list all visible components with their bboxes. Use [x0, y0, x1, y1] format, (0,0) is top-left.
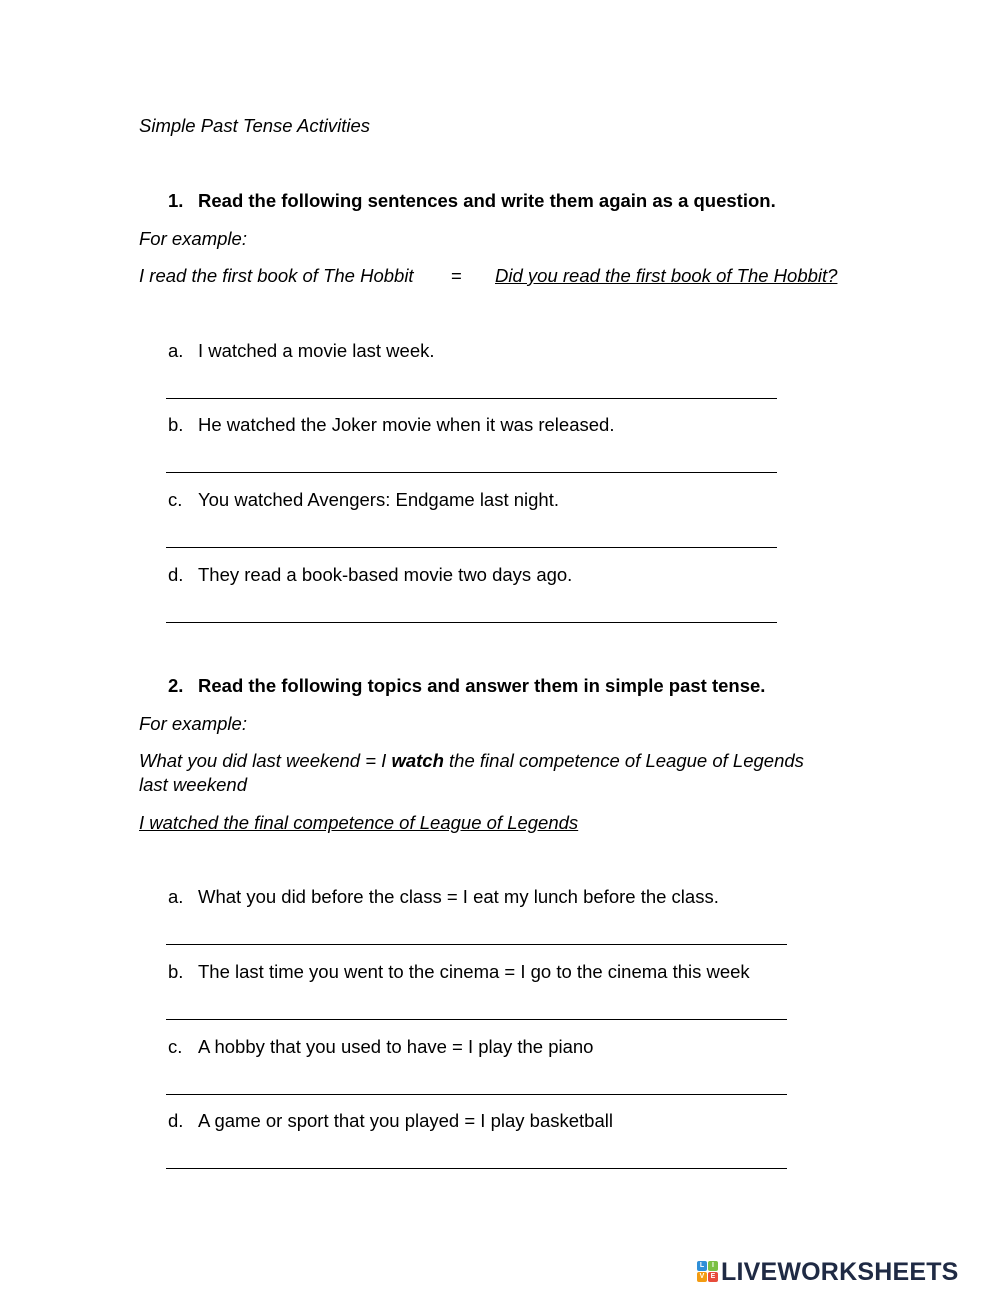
section-2-example-continuation: last weekend [139, 774, 247, 795]
item-letter: a. [168, 340, 184, 361]
answer-line-1c[interactable] [166, 547, 777, 548]
answer-line-1b[interactable] [166, 472, 777, 473]
section-2-example-label: For example: [139, 713, 247, 734]
section-2-example-answer: I watched the final competence of League of Legends [139, 812, 579, 833]
example-bold-verb: watch [391, 750, 444, 771]
page-title: Simple Past Tense Activities [139, 115, 371, 136]
answer-line-2a[interactable] [166, 944, 787, 945]
logo-block-i: I [708, 1261, 718, 1271]
section-1-item-d [168, 563, 572, 587]
section-1-item-b [168, 413, 614, 437]
item-letter: a. [168, 886, 184, 907]
section-1-instruction [168, 189, 776, 213]
item-letter: c. [168, 1036, 183, 1057]
section-1-example-label: For example: [139, 228, 247, 249]
answer-line-2d[interactable] [166, 1168, 787, 1169]
item-letter: b. [168, 414, 184, 435]
example-part-1: What you did last weekend = I [139, 750, 392, 771]
logo-block-e: E [708, 1272, 718, 1282]
section-2-item-d [168, 1109, 613, 1133]
section-1-number: 1. [168, 190, 184, 211]
section-2-item-c [168, 1035, 593, 1059]
item-text: What you did before the class = I eat my lunch before the class. [198, 886, 719, 907]
section-2-instruction-text: Read the following topics and answer them in simple past tense. [198, 675, 766, 696]
item-text: A game or sport that you played = I play basketball [198, 1110, 613, 1131]
section-2-instruction [168, 674, 765, 698]
item-letter: b. [168, 961, 184, 982]
answer-line-2b[interactable] [166, 1019, 787, 1020]
section-1-instruction-text: Read the following sentences and write them again as a question. [198, 190, 776, 211]
item-letter: c. [168, 489, 183, 510]
section-2-number: 2. [168, 675, 184, 696]
answer-line-1a[interactable] [166, 398, 777, 399]
item-letter: d. [168, 564, 184, 585]
section-1-item-c [168, 488, 559, 512]
item-letter: d. [168, 1110, 184, 1131]
item-text: The last time you went to the cinema = I go to the cinema this week [198, 961, 750, 982]
answer-line-2c[interactable] [166, 1094, 787, 1095]
section-1-example-sentence: I read the first book of The Hobbit [139, 265, 414, 286]
logo-text: LIVEWORKSHEETS [721, 1257, 959, 1286]
logo-block-l: L [697, 1261, 707, 1271]
logo-blocks-icon [697, 1261, 719, 1283]
section-2-item-a [168, 885, 719, 909]
section-1-example-answer: Did you read the first book of The Hobbit? [495, 265, 838, 286]
section-1-example-equals: = [451, 265, 462, 286]
item-text: He watched the Joker movie when it was released. [198, 414, 615, 435]
item-text: They read a book-based movie two days ago. [198, 564, 573, 585]
answer-line-1d[interactable] [166, 622, 777, 623]
item-text: You watched Avengers: Endgame last night. [198, 489, 560, 510]
section-1-item-a [168, 339, 435, 363]
section-2-item-b [168, 960, 750, 984]
liveworksheets-logo [697, 1257, 959, 1287]
item-text: I watched a movie last week. [198, 340, 435, 361]
item-text: A hobby that you used to have = I play the piano [198, 1036, 594, 1057]
example-part-2: the final competence of League of Legends [443, 750, 804, 771]
section-2-example-sentence [139, 749, 804, 773]
logo-block-v: V [697, 1272, 707, 1282]
